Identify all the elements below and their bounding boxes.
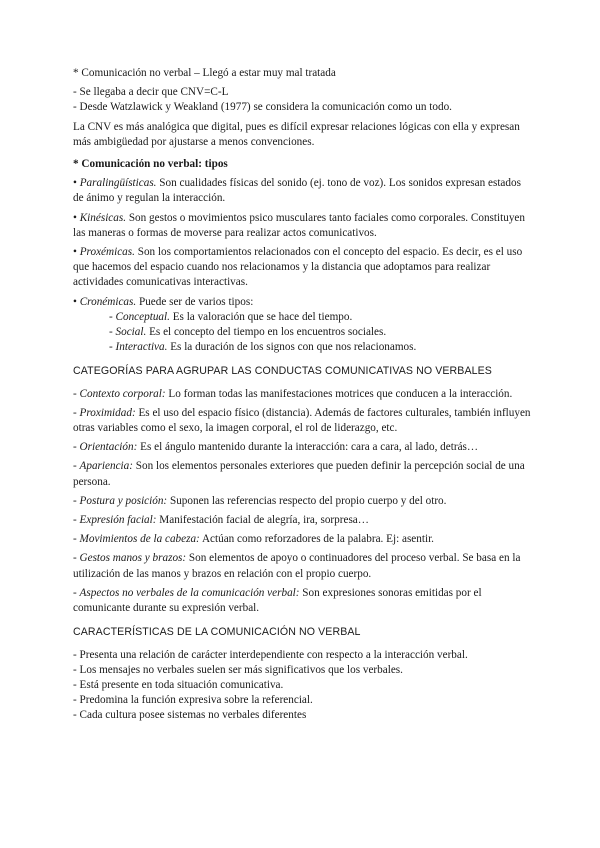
intro-paragraph: La CNV es más analógica que digital, pues es difícil expresar relaciones lógicas con ella y expresan más ambigüedad por ajustarse a menos convenciones.: [73, 120, 520, 148]
cronemica-sub-item: - Conceptual. Es la valoración que se hace del tiempo.: [109, 310, 353, 323]
categoria-item: - Orientación: Es el ángulo mantenido durante la interacción: cara a cara, al lado, detrás…: [73, 441, 479, 454]
categoria-item: - Proximidad: Es el uso del espacio físico (distancia). Además de factores culturales, también influyen otras variables como el sexo, la imagen corporal, el rol de liderazgo, etc.: [73, 406, 531, 435]
categoria-item: - Gestos manos y brazos: Son elementos de apoyo o continuadores del proceso verbal. Se basa en la utilización de las manos y brazos en relación con el propio cuerpo.: [73, 552, 521, 580]
caracteristica-item: - Predomina la función expresiva sobre la referencial.: [73, 694, 313, 707]
caracteristica-item: - Los mensajes no verbales suelen ser más significativos que los verbales.: [73, 663, 403, 676]
categorias-heading: CATEGORÍAS PARA AGRUPAR LAS CONDUCTAS COMUNICATIVAS NO VERBALES: [73, 365, 492, 378]
categoria-item: - Movimientos de la cabeza: Actúan como reforzadores de la palabra. Ej: asentir.: [73, 533, 434, 546]
categoria-item: - Apariencia: Son los elementos personales exteriores que pueden definir la percepción social de una persona.: [73, 460, 525, 488]
categoria-item: - Postura y posición: Suponen las referencias respecto del propio cuerpo y del otro.: [73, 494, 447, 507]
caracteristica-item: - Está presente en toda situación comunicativa.: [73, 678, 284, 691]
caracteristica-item: - Presenta una relación de carácter interdependiente con respecto a la interacción verbal.: [73, 648, 468, 661]
tipo-item: • Cronémicas. Puede ser de varios tipos:: [73, 295, 254, 308]
intro-line-1: - Se llegaba a decir que CNV=C-L: [73, 86, 229, 99]
tipo-term: Paralingüísticas.: [79, 177, 157, 190]
document-page: [73, 66, 533, 724]
categoria-item: - Expresión facial: Manifestación facial de alegría, ira, sorpresa…: [73, 514, 369, 527]
caracteristica-item: - Cada cultura posee sistemas no verbales diferentes: [73, 709, 307, 722]
intro-title: * Comunicación no verbal – Llegó a estar muy mal tratada: [73, 67, 336, 79]
caracteristicas-heading: CARACTERÍSTICAS DE LA COMUNICACIÓN NO VERBAL: [73, 626, 361, 639]
cronemica-sub-item: - Social. Es el concepto del tiempo en los encuentros sociales.: [109, 326, 387, 339]
categoria-item: - Aspectos no verbales de la comunicación verbal: Son expresiones sonoras emitidas por el comunicante durante su expresión verbal.: [73, 586, 482, 615]
tipos-heading: * Comunicación no verbal: tipos: [73, 158, 228, 171]
tipo-term: Kinésicas.: [79, 211, 127, 224]
tipo-item: • Paralingüísticas. Son cualidades físicas del sonido (ej. tono de voz). Los sonidos expresan estados de ánimo y regulan la interacción.: [73, 177, 521, 205]
tipo-item: • Proxémicas. Son los comportamientos relacionados con el concepto del espacio. Es decir, es el uso que hacemos del espacio cuando nos relacionamos y la distancia que adoptamos para realizar actividades comunicativas interactivas.: [73, 246, 523, 289]
intro-line-2: - Desde Watzlawick y Weakland (1977) se considera la comunicación como un todo.: [73, 101, 452, 114]
tipo-item: • Kinésicas. Son gestos o movimientos psico musculares tanto faciales como corporales. Constituyen las maneras o formas de moverse para realizar actos comunicativos.: [73, 211, 525, 239]
cronemica-sub-item: - Interactiva. Es la duración de los signos con que nos relacionamos.: [109, 341, 417, 354]
tipo-term: Proxémicas.: [79, 246, 135, 259]
tipo-term: Cronémicas.: [79, 295, 137, 308]
categoria-item: - Contexto corporal: Lo forman todas las manifestaciones motrices que conducen a la interacción.: [73, 387, 513, 400]
